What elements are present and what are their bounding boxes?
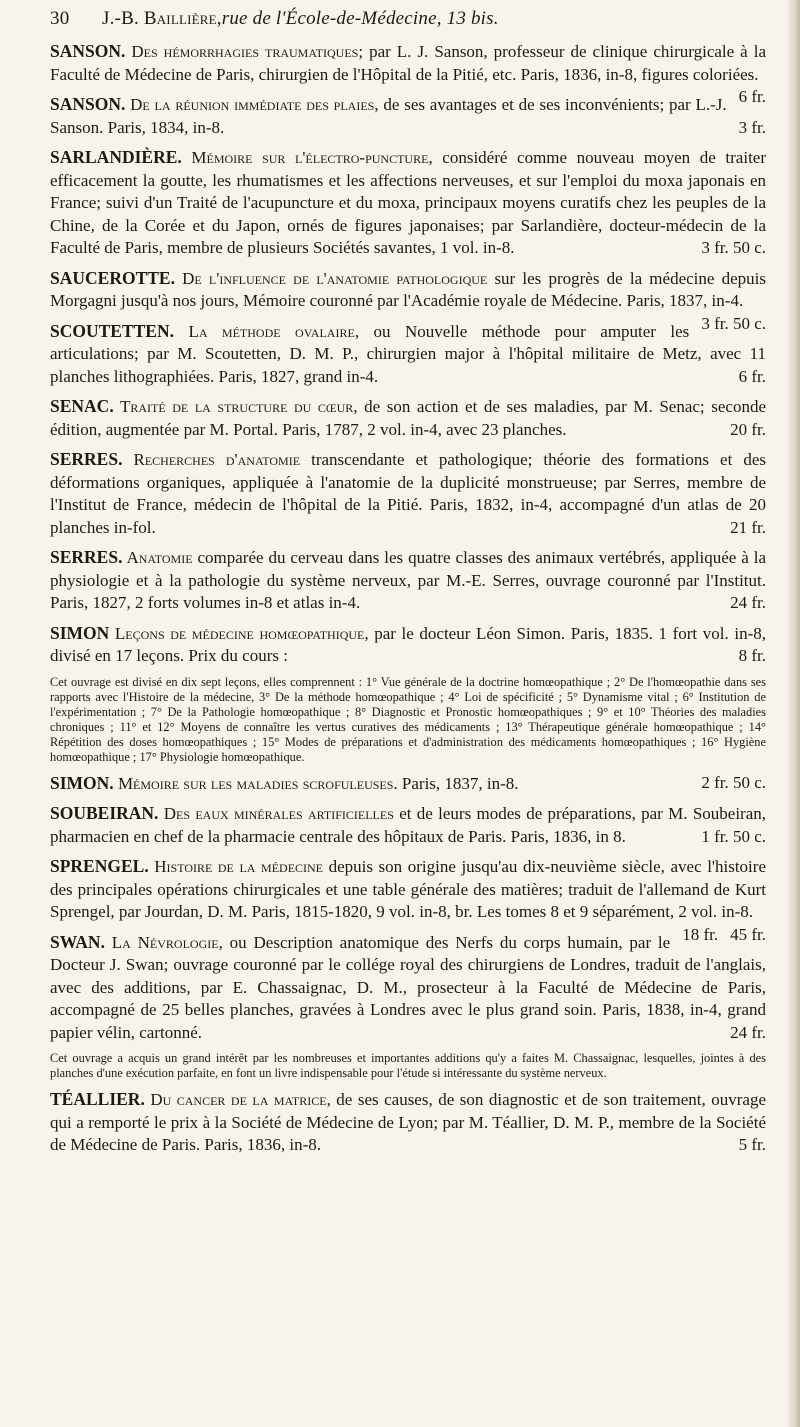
entry-title: De l'influence de l'anatomie pathologique xyxy=(174,268,488,288)
entry-price: 3 fr. xyxy=(738,117,766,137)
entry-author: SERRES. xyxy=(50,547,123,567)
entry-description: , ou Description anatomique des Nerfs du corps humain, par le Docteur J. Swan; ouvrage couronné par le collége royal des chirurgiens de Londres, traduit de l'anglais, avec des additions, par E. Chassaignac, D. M., prosecteur à la Faculté de Médecine de Paris, accompagné de 25 belles planches, gravées à Londres avec le plus grand soin. Paris, 1838, in-4, grand papier vélin, cartonné. xyxy=(50,932,766,1042)
entry-author: SANSON. xyxy=(50,94,126,114)
entry-price: 20 fr. xyxy=(730,419,766,439)
entry-description: , de son action et de ses maladies, par M. Senac; seconde édition, augmentée par M. Portal. Paris, 1787, 2 vol. in-4, avec 23 planches. xyxy=(50,397,766,439)
entry-price: 24 fr. xyxy=(730,1022,766,1042)
running-header xyxy=(50,8,766,40)
entry-price: 24 fr. xyxy=(730,593,766,612)
entry-description: , considéré comme nouveau moyen de traiter efficacement la goutte, les rhumatismes et les affections nerveuses, et sur l'emploi du moxa japonais en France; suivi d'un Traité de l'acupuncture et du moxa, principaux moyens curatifs chez les peuples de la Chine, de la Corée et du Japon, ornés de figures japonaises; par Sarlandière, docteur-médecin de la Faculté de Paris, membre de plusieurs Sociétés savantes, 1 vol. in-8. xyxy=(50,148,766,257)
entry-description: ; par L. J. Sanson, professeur de clinique chirurgicale à la Faculté de Médecine de Paris, chirurgien de l'Hôpital de la Pitié, etc. Paris, 1836, in-8, figures coloriées. xyxy=(50,42,767,84)
entry-price-secondary: 18 fr. xyxy=(682,924,719,944)
entry-price: 6 fr. xyxy=(738,366,766,386)
entry-title: La Névrologie xyxy=(104,932,219,952)
entry-price: 1 fr. 50 c. xyxy=(701,826,766,846)
entry-title: De la réunion immédiate des plaies xyxy=(125,95,375,114)
entry-description: et de leurs modes de préparations, par M. Soubeiran, pharmacien en chef de la pharmacie centrale des hôpitaux de Paris. Paris, 1836, in 8. xyxy=(50,804,767,846)
entry-author: SIMON xyxy=(50,622,110,643)
catalog-entry xyxy=(50,622,766,668)
catalog-entries xyxy=(50,40,766,1157)
entry-title: Mémoire sur les maladies scrofuleuses xyxy=(113,773,394,793)
catalog-entry xyxy=(50,93,766,139)
entry-author: SARLANDIÈRE. xyxy=(50,147,182,167)
entry-author: SOUBEIRAN. xyxy=(50,803,159,823)
page-edge xyxy=(786,0,800,1427)
entry-author: SCOUTETTEN. xyxy=(50,320,174,341)
catalog-entry xyxy=(50,802,766,848)
catalog-entry xyxy=(50,772,766,796)
entry-price: 3 fr. 50 c. xyxy=(701,313,766,333)
entry-description: transcendante et pathologique; théorie des formations et des déformations organiques, appliquée à l'anatomie de la duplicité monstrueuse; par Serres, membre de l'Institut de France, médecin de l'hôpital de la Pitié. Paris, 1832, in-4, accompagné d'un atlas de 20 planches in-fol. xyxy=(50,450,766,537)
entry-title: Des eaux minérales artificielles xyxy=(158,804,394,823)
entry-author: SERRES. xyxy=(50,449,123,469)
entry-title: Traité de la structure du cœur xyxy=(113,397,354,416)
entry-title: Leçons de médecine homœopathique xyxy=(109,623,365,643)
entry-author: SIMON. xyxy=(50,772,114,793)
entry-price: 2 fr. 50 c. xyxy=(701,772,766,792)
entry-author: TÉALLIER. xyxy=(50,1089,145,1109)
catalog-entry xyxy=(50,931,766,1045)
entry-description: depuis son origine jusqu'au dix-neuvième siècle, avec l'histoire des principales opérations chirurgicales et une table générale des matières; traduit de l'allemand de Kurt Sprengel, par Jourdan, D. M. Paris, 1815-1820, 9 vol. in-8, br. Les tomes 8 et 9 séparément, 2 vol. in-8. xyxy=(50,857,766,921)
entry-title: Mémoire sur l'électro-puncture xyxy=(181,148,429,167)
entry-price: 21 fr. xyxy=(730,517,766,537)
catalog-entry xyxy=(50,320,766,389)
entry-author: SWAN. xyxy=(50,931,105,952)
entry-author: SENAC. xyxy=(50,396,114,416)
entry-note: Cet ouvrage est divisé en dix sept leçons, elles comprennent : 1° Vue générale de la doctrine homœopathique ; 2° De l'homœopathie dans ses rapports avec l'Histoire de la médecine, 3° De la méthode homœopathique ; 4° Loi de spécificité ; 5° Dynamisme vital ; 6° Institution de l'expérimentation ; 7° De la Pathologie homœopathique ; 8° Diagnostic et Pronostic homœopathiques ; 9° et 10° Théories des maladies chroniques ; 11° et 12° Moyens de connaître les vertus curatives des médicaments ; 13° Thérapeutique générale homœopathique ; 14° Répétition des doses homœopathiques ; 15° Modes de préparations et d'administration des médicaments homœopathiques ; 16° Hygiène homœopathique ; 17° Physiologie homœopathique. xyxy=(50,674,766,764)
publisher-name: J.-B. Baillière, xyxy=(102,8,222,29)
catalog-entry xyxy=(50,395,766,441)
entry-description: , de ses causes, de son diagnostic et de son traitement, ouvrage qui a remporté le prix à la Société de Médecine de Lyon; par M. Téallier, D. M. P., membre de la Société de Médecine de Paris. Paris, 1836, in-8. xyxy=(50,1090,767,1154)
entry-description: . Paris, 1837, in-8. xyxy=(393,773,519,793)
entry-description: , de ses avantages et de ses inconvénients; par L.-J. Sanson. Paris, 1834, in-8. xyxy=(50,95,727,137)
entry-author: SPRENGEL. xyxy=(50,856,149,876)
entry-title: Recherches d'anatomie xyxy=(122,450,301,469)
catalog-entry xyxy=(50,1088,766,1157)
catalog-entry xyxy=(50,448,766,539)
entry-author: SANSON. xyxy=(50,41,126,61)
publisher-address: rue de l'École-de-Médecine, 13 bis. xyxy=(221,8,499,29)
entry-title: Des hémorrhagies traumatiques xyxy=(125,42,359,61)
entry-author: SAUCEROTTE. xyxy=(50,267,175,288)
entry-title: Histoire de la médecine xyxy=(148,857,324,876)
entry-price: 45 fr. xyxy=(730,924,766,944)
entry-price: 6 fr. xyxy=(738,87,766,106)
catalog-entry xyxy=(50,146,766,260)
entry-title: Anatomie xyxy=(122,548,193,567)
entry-price: 3 fr. 50 c. xyxy=(701,238,766,257)
entry-title: La méthode ovalaire xyxy=(174,321,355,341)
entry-description: sur les progrès de la médecine depuis Morgagni jusqu'à nos jours, Mémoire couronné par l'Académie royale de Médecine. Paris, 1837, in-4. xyxy=(50,268,766,310)
entry-description: , ou Nouvelle méthode pour amputer les articulations; par M. Scoutetten, D. M. P., chirurgien major à l'hôpital militaire de Metz, avec 11 planches lithographiées. Paris, 1827, grand in-4. xyxy=(50,321,766,386)
entry-note: Cet ouvrage a acquis un grand intérêt par les nombreuses et importantes additions qu'y a faites M. Chassaignac, lesquelles, jointes à des planches d'une exécution parfaite, en font un livre indispensable pour l'étude si intéressante du système nerveux. xyxy=(50,1051,766,1080)
entry-description: comparée du cerveau dans les quatre classes des animaux vertébrés, appliquée à la physiologie et à la pathologie du système nerveux, par M.-E. Serres, ouvrage couronné par l'Institut. Paris, 1827, 2 forts volumes in-8 et atlas in-4. xyxy=(50,548,766,612)
entry-price: 5 fr. xyxy=(738,1135,766,1154)
entry-price: 8 fr. xyxy=(738,646,766,665)
catalog-entry xyxy=(50,546,766,615)
entry-title: Du cancer de la matrice xyxy=(144,1090,327,1109)
entry-description: , par le docteur Léon Simon. Paris, 1835. 1 fort vol. in-8, divisé en 17 leçons. Prix du cours : xyxy=(50,623,766,665)
page-number: 30 xyxy=(50,8,70,29)
